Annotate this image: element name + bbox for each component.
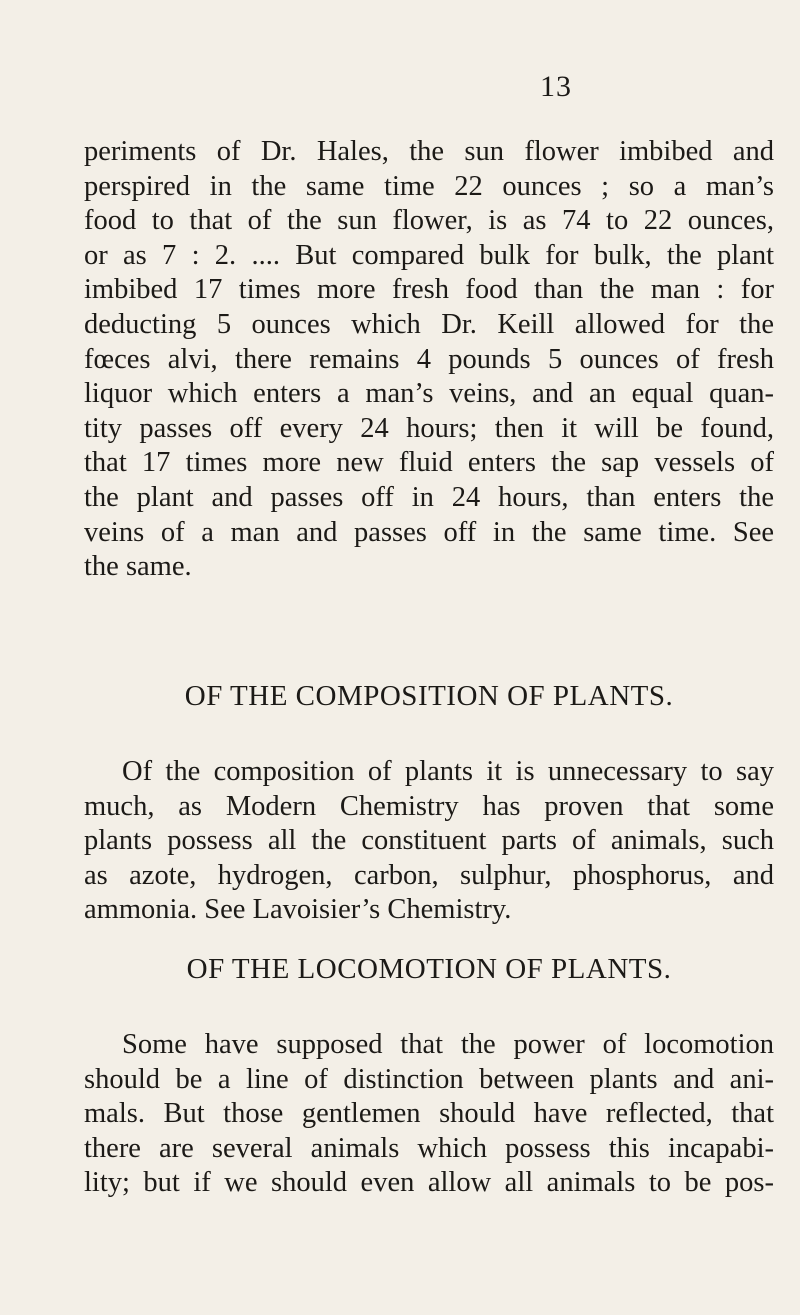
page-number: 13	[540, 70, 572, 103]
text-line: imbibed 17 times more fresh food than the man : for	[84, 274, 774, 306]
text-line: food to that of the sun flower, is as 74 to 22 ounces,	[84, 205, 774, 237]
text-line: periments of Dr. Hales, the sun flower imbibed and	[84, 136, 774, 167]
paragraph-transpiration	[84, 135, 774, 585]
text-line: ammonia. See Lavoisier’s Chemistry.	[84, 894, 512, 926]
text-line: Some have supposed that the power of locomotion	[122, 1029, 774, 1060]
text-line: Of the composition of plants it is unnecessary to say	[122, 756, 774, 787]
text-line: or as 7 : 2. .... But compared bulk for bulk, the plant	[84, 239, 774, 271]
text-line: much, as Modern Chemistry has proven that some	[84, 790, 774, 822]
text-line: veins of a man and passes off in the same time. See	[84, 516, 774, 548]
text-line: plants possess all the constituent parts of animals, such	[84, 825, 774, 857]
text-line: lity; but if we should even allow all animals to be pos-	[84, 1167, 774, 1199]
text-line: should be a line of distinction between plants and ani-	[84, 1063, 774, 1095]
text-line: that 17 times more new fluid enters the sap vessels of	[84, 447, 774, 479]
paragraph-composition	[84, 755, 774, 928]
text-line: there are several animals which possess this incapabi-	[84, 1132, 774, 1164]
text-line: deducting 5 ounces which Dr. Keill allowed for the	[84, 308, 774, 340]
text-line: as azote, hydrogen, carbon, sulphur, phosphorus, and	[84, 859, 774, 891]
section-heading-locomotion: OF THE LOCOMOTION OF PLANTS.	[186, 953, 672, 985]
text-line: the same.	[84, 551, 192, 583]
text-line: mals. But those gentlemen should have reflected, that	[84, 1098, 774, 1130]
text-line: fœces alvi, there remains 4 pounds 5 ounces of fresh	[84, 343, 774, 375]
text-line: liquor which enters a man’s veins, and an equal quan-	[84, 378, 774, 410]
text-line: perspired in the same time 22 ounces ; so a man’s	[84, 170, 774, 202]
section-heading-composition: OF THE COMPOSITION OF PLANTS.	[184, 680, 674, 712]
paragraph-locomotion	[84, 1028, 774, 1201]
text-line: tity passes off every 24 hours; then it will be found,	[84, 412, 774, 444]
text-line: the plant and passes off in 24 hours, than enters the	[84, 481, 774, 513]
